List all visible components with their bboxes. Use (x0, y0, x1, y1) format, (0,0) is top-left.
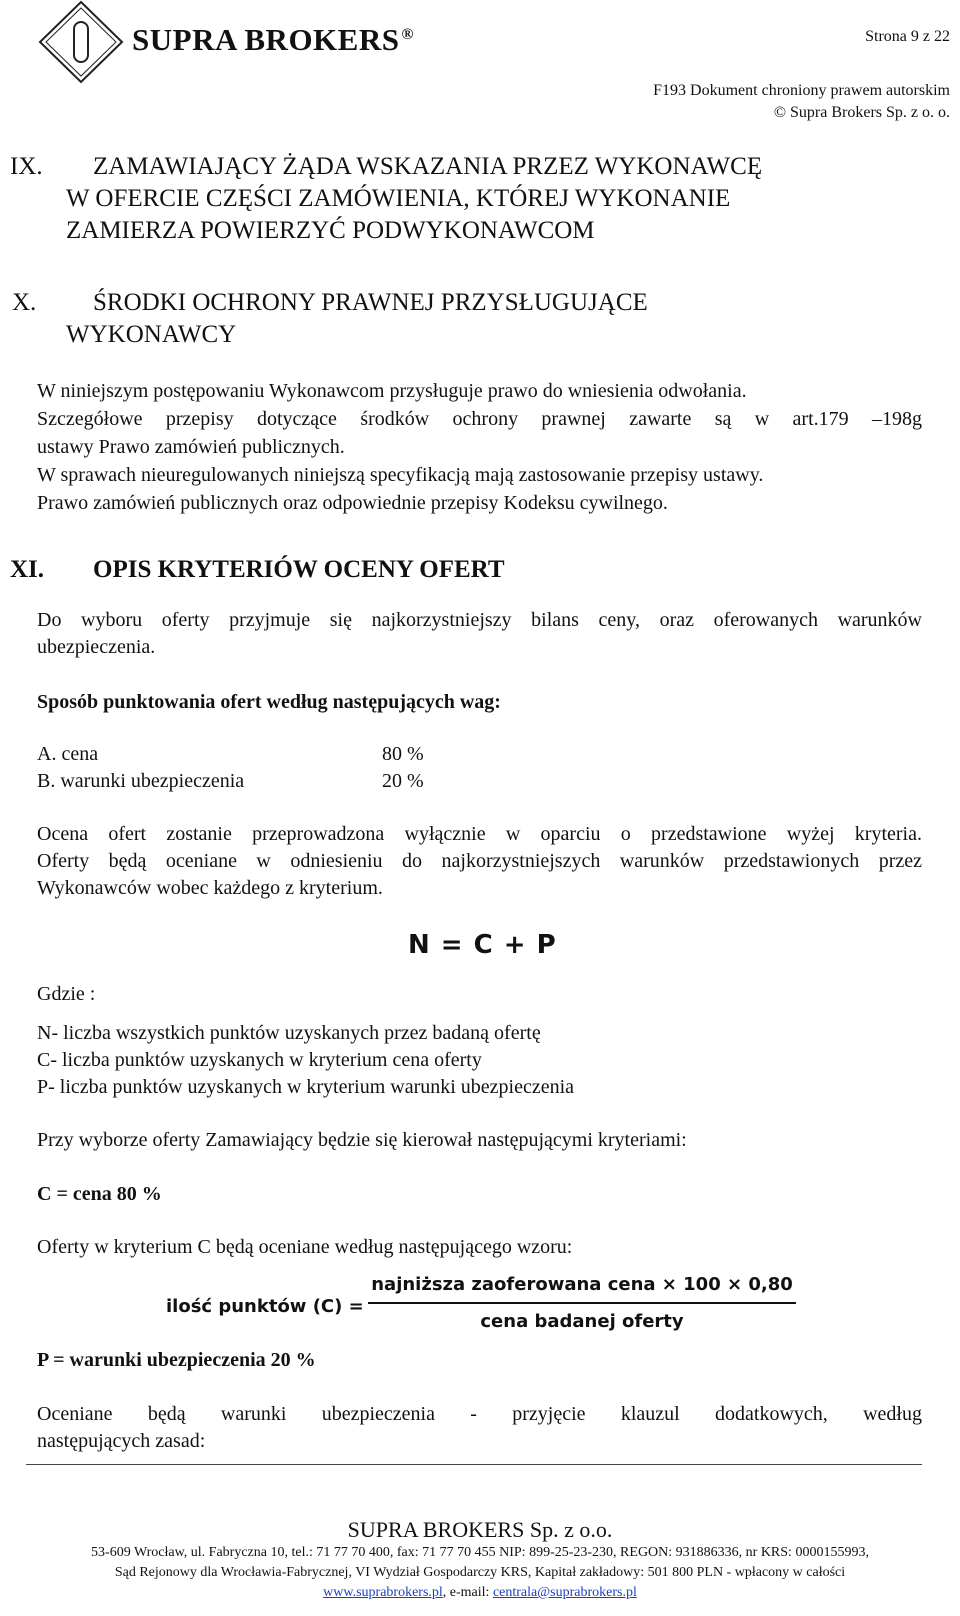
copyright-note: © Supra Brokers Sp. z o. o. (773, 104, 950, 121)
section-number: XI. (10, 556, 45, 583)
logo-text (132, 22, 414, 58)
section-title-line: W OFERCIE CZĘŚCI ZAMÓWIENIA, KTÓREJ WYKONANIE (66, 185, 731, 212)
logo-name: SUPRA BROKERS (132, 22, 400, 57)
paragraph-line: Prawo zamówień publicznych oraz odpowiednie przepisy Kodeksu cywilnego. (37, 492, 668, 514)
footer-registry: Sąd Rejonowy dla Wrocławia-Fabrycznej, VI Wydział Gospodarczy KRS, Kapitał zakładowy: 501 800 PLN - wpłacony w całości (114, 1565, 846, 1580)
email-link[interactable]: centrala@suprabrokers.pl (492, 1585, 637, 1600)
intro-line: ubezpieczenia. (37, 636, 156, 658)
section-title: OPIS KRYTERIÓW OCENY OFERT (93, 556, 505, 583)
insurance-text-line: Oceniane będą warunki ubezpieczenia - przyjęcie klauzul dodatkowych, według (37, 1403, 922, 1425)
price-criterion-heading: C = cena 80 % (37, 1183, 162, 1205)
paragraph-line: W niniejszym postępowaniu Wykonawcom przysługuje prawo do wniesienia odwołania. (37, 380, 747, 402)
weight-value: 80 % (382, 743, 424, 765)
footer-contact (0, 1585, 960, 1601)
insurance-text-line: następujących zasad: (37, 1430, 206, 1452)
price-formula-intro: Oferty w kryterium C będą oceniane według następującego wzoru: (37, 1236, 573, 1258)
weight-value: 20 % (382, 770, 424, 792)
section-number: IX. (10, 153, 43, 180)
paragraph-line: Szczegółowe przepisy dotyczące środków ochrony prawnej zawarte są w art.179 –198g (37, 408, 922, 430)
footer-company: SUPRA BROKERS Sp. z o.o. (347, 1517, 613, 1542)
footer-divider (26, 1464, 922, 1465)
page-number: Strona 9 z 22 (865, 28, 950, 45)
formula-denominator: cena badanej oferty (480, 1311, 684, 1332)
section-title-line: ŚRODKI OCHRONY PRAWNEJ PRZYSŁUGUJĄCE (93, 289, 648, 316)
document-id: F193 Dokument chroniony prawem autorskim (653, 82, 950, 99)
fraction-bar (368, 1302, 796, 1304)
intro-line: Do wyboru oferty przyjmuje się najkorzystniejszy bilans ceny, oraz oferowanych warunków (37, 609, 922, 631)
total-formula: N = C + P (408, 930, 557, 960)
registered-mark: ® (401, 25, 414, 43)
definition-line: N- liczba wszystkich punktów uzyskanych przez badaną ofertę (37, 1022, 541, 1044)
selection-line: Przy wyborze oferty Zamawiający będzie się kierował następującymi kryteriami: (37, 1129, 687, 1151)
weight-label: A. cena (37, 743, 99, 765)
formula-numerator: najniższa zaoferowana cena × 100 × 0,80 (371, 1274, 793, 1295)
section-number: X. (12, 289, 37, 316)
assessment-line: Ocena ofert zostanie przeprowadzona wyłącznie w oparciu o przedstawione wyżej kryteria. (37, 823, 922, 845)
logo-diamond-icon (38, 0, 124, 84)
insurance-criterion-heading: P = warunki ubezpieczenia 20 % (37, 1349, 316, 1371)
assessment-line: Oferty będą oceniane w odniesieniu do najkorzystniejszych warunków przedstawionych przez (37, 850, 922, 872)
definition-line: P- liczba punktów uzyskanych w kryterium warunki ubezpieczenia (37, 1076, 575, 1098)
paragraph-line: W sprawach nieuregulowanych niniejszą specyfikacją mają zastosowanie przepisy ustawy. (37, 464, 764, 486)
footer-address: 53-609 Wrocław, ul. Fabryczna 10, tel.: 71 77 70 400, fax: 71 77 70 455 NIP: 899-25-23-230, REGON: 931886336, nr KRS: 0000155993, (91, 1545, 869, 1560)
definition-line: C- liczba punktów uzyskanych w kryterium cena oferty (37, 1049, 482, 1071)
section-title-line: WYKONAWCY (66, 321, 237, 348)
weights-heading: Sposób punktowania ofert według następujących wag: (37, 691, 501, 713)
weight-label: B. warunki ubezpieczenia (37, 770, 245, 792)
website-link[interactable]: www.suprabrokers.pl (323, 1585, 443, 1600)
formula-lhs: ilość punktów (C) = (166, 1296, 364, 1317)
where-label: Gdzie : (37, 983, 96, 1005)
paragraph-line: ustawy Prawo zamówień publicznych. (37, 436, 345, 458)
assessment-line: Wykonawców wobec każdego z kryterium. (37, 877, 383, 899)
section-title-line: ZAMIERZA POWIERZYĆ PODWYKONAWCOM (66, 217, 595, 244)
section-title-line: ZAMAWIAJĄCY ŻĄDA WSKAZANIA PRZEZ WYKONAWCĘ (93, 153, 763, 180)
email-label: , e-mail: (442, 1585, 493, 1600)
